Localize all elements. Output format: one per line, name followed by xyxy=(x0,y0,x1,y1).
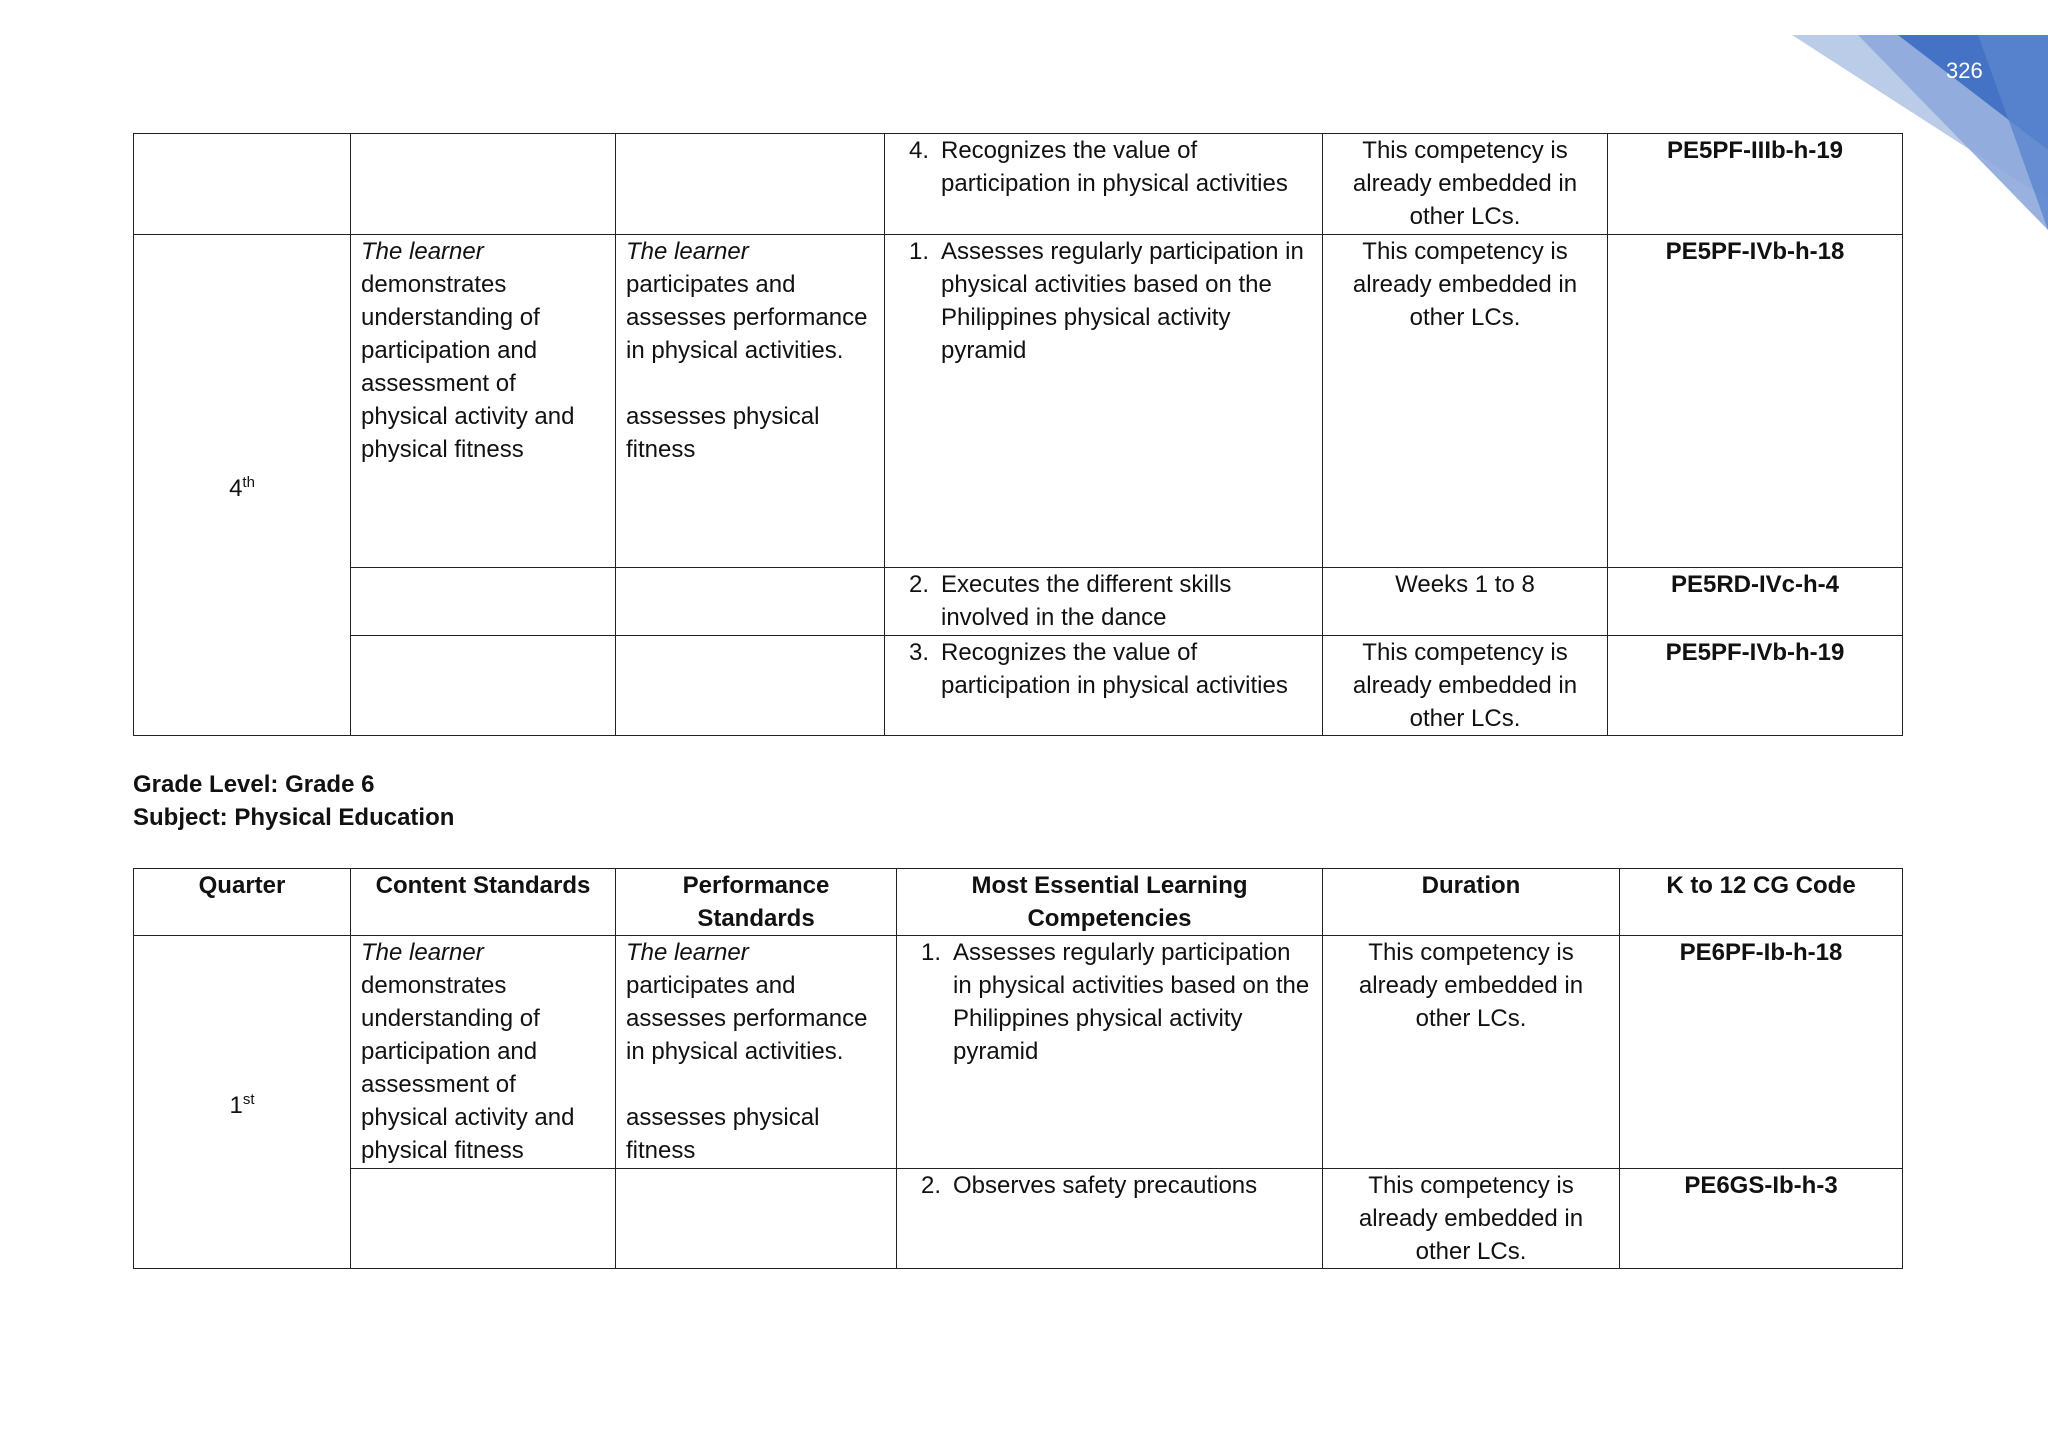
header-duration: Duration xyxy=(1323,869,1620,936)
header-quarter: Quarter xyxy=(134,869,351,936)
competency-text: Assesses regularly participation in physical activities based on the Philippines physical activity pyramid xyxy=(941,238,1304,364)
performance-standard-text: participates and assesses performance in physical activities. xyxy=(626,271,868,364)
performance-standard-cell xyxy=(616,235,885,568)
competency-cell xyxy=(885,568,1323,636)
grade-level: Grade Level: Grade 6 xyxy=(133,771,375,798)
grade-heading xyxy=(133,768,454,834)
header-melc: Most Essential Learning Competencies xyxy=(897,869,1323,936)
competency-text: Recognizes the value of participation in physical activities xyxy=(941,639,1288,699)
header-performance-standards: Performance Standards xyxy=(616,869,897,936)
competency-cell xyxy=(897,936,1323,1169)
duration-cell: This competency is already embedded in other LCs. xyxy=(1323,134,1608,235)
duration-cell: This competency is already embedded in other LCs. xyxy=(1323,1169,1620,1269)
cg-code-cell: PE5PF-IIIb-h-19 xyxy=(1608,134,1903,235)
cg-code-cell: PE5RD-IVc-h-4 xyxy=(1608,568,1903,636)
competency-text: Observes safety precautions xyxy=(953,1172,1258,1199)
item-number: 3. xyxy=(908,639,929,666)
item-number: 4. xyxy=(908,137,929,164)
item-number: 1. xyxy=(908,238,929,265)
item-number: 2. xyxy=(920,1172,941,1199)
subject: Subject: Physical Education xyxy=(133,804,455,831)
item-number: 2. xyxy=(908,571,929,598)
quarter-suffix: st xyxy=(242,1090,255,1108)
item-number: 1. xyxy=(920,939,941,966)
performance-standard-cell xyxy=(616,936,897,1169)
header-content-standards: Content Standards xyxy=(351,869,616,936)
content-standard-cell xyxy=(351,936,616,1169)
quarter-cell xyxy=(134,235,351,736)
quarter-number: 4 xyxy=(229,474,243,502)
competency-text: Executes the different skills involved in the dance xyxy=(941,571,1232,631)
header-cg-code: K to 12 CG Code xyxy=(1620,869,1903,936)
content-standard-text: demonstrates understanding of participation and assessment of physical activity and physical fitness xyxy=(361,271,575,463)
performance-standard-text2: assesses physical fitness xyxy=(626,403,820,463)
curriculum-table-grade5 xyxy=(133,133,1903,736)
competency-cell xyxy=(897,1169,1323,1269)
cg-code-cell: PE6PF-Ib-h-18 xyxy=(1620,936,1903,1169)
table-row xyxy=(134,568,1903,636)
content-standard-lead: The learner xyxy=(361,238,484,265)
performance-standard-text: participates and assesses performance in physical activities. xyxy=(626,972,868,1065)
content-standard-cell xyxy=(351,235,616,568)
competency-text: Recognizes the value of participation in physical activities xyxy=(941,137,1288,197)
table-row xyxy=(134,636,1903,736)
duration-cell: This competency is already embedded in other LCs. xyxy=(1323,235,1608,568)
performance-standard-lead: The learner xyxy=(626,238,749,265)
quarter-cell xyxy=(134,936,351,1269)
competency-text: Assesses regularly participation in physical activities based on the Philippines physical activity pyramid xyxy=(953,939,1310,1065)
cg-code-cell: PE5PF-IVb-h-18 xyxy=(1608,235,1903,568)
table-row xyxy=(134,235,1903,568)
header-row xyxy=(134,869,1903,936)
quarter-suffix: th xyxy=(242,473,255,491)
content-standard-text: demonstrates understanding of participation and assessment of physical activity and physical fitness xyxy=(361,972,575,1164)
cg-code-cell: PE6GS-Ib-h-3 xyxy=(1620,1169,1903,1269)
duration-cell: This competency is already embedded in other LCs. xyxy=(1323,936,1620,1169)
table-row xyxy=(134,134,1903,235)
duration-cell: Weeks 1 to 8 xyxy=(1323,568,1608,636)
performance-standard-lead: The learner xyxy=(626,939,749,966)
competency-cell xyxy=(885,636,1323,736)
cg-code-cell: PE5PF-IVb-h-19 xyxy=(1608,636,1903,736)
content-standard-lead: The learner xyxy=(361,939,484,966)
page-number: 326 xyxy=(1946,58,1983,83)
table-row xyxy=(134,1169,1903,1269)
performance-standard-text2: assesses physical fitness xyxy=(626,1104,820,1164)
competency-cell xyxy=(885,134,1323,235)
quarter-number: 1 xyxy=(229,1091,243,1119)
competency-cell xyxy=(885,235,1323,568)
duration-cell: This competency is already embedded in other LCs. xyxy=(1323,636,1608,736)
curriculum-table-grade6 xyxy=(133,868,1903,1269)
table-row xyxy=(134,936,1903,1169)
